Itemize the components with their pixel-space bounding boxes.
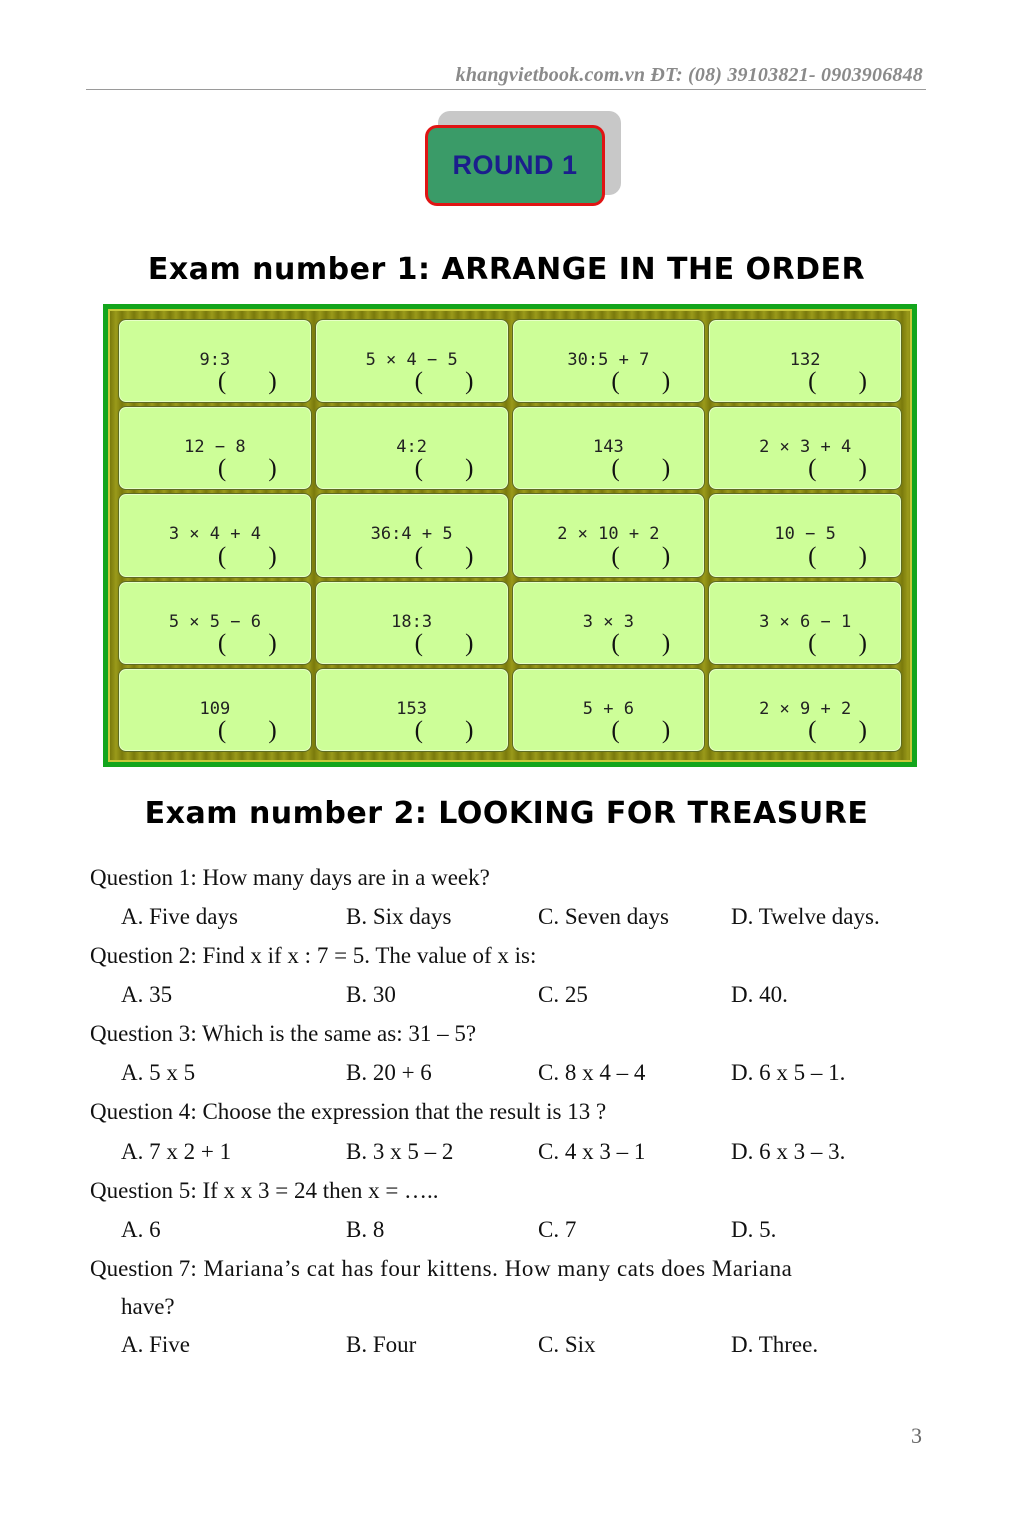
answer-option[interactable]: D. Three. [731,1332,819,1357]
answer-option[interactable]: A. Five [121,1332,190,1357]
question-body: : Choose the expression that the result is 13 ? [190,1099,607,1124]
answer-blank[interactable]: ( ) [611,716,689,744]
answer-option[interactable]: D. Twelve days. [731,904,880,929]
question-label: Question 4 [90,1099,191,1124]
cell-grid [118,319,902,752]
cell-expression: 109 [199,698,231,719]
answer-option[interactable]: C. Seven days [538,904,669,929]
answer-blank[interactable]: ( ) [217,455,295,483]
answer-option[interactable]: D. 40. [731,982,788,1007]
order-cell [708,406,902,490]
arrange-board [103,304,917,767]
question-label: Question 7 [90,1256,191,1281]
round-label: ROUND 1 [452,150,578,180]
order-cell [512,581,706,665]
answer-option[interactable]: C. 8 x 4 – 4 [538,1060,646,1085]
order-cell [118,581,312,665]
cell-expression: 4:2 [396,437,427,458]
order-cell [708,581,902,665]
answer-blank[interactable]: ( ) [414,716,492,744]
answer-option[interactable]: B. 20 + 6 [346,1060,432,1085]
answer-blank[interactable]: ( ) [217,716,295,744]
options-row [121,1139,941,1167]
order-cell [708,319,902,403]
question-text [90,1177,439,1205]
answer-option[interactable]: C. 4 x 3 – 1 [538,1139,646,1164]
question-body: : Find x if x : 7 = 5. The value of x is: [190,943,537,968]
order-cell [512,493,706,577]
order-cell [315,406,509,490]
answer-option[interactable]: D. 5. [731,1217,777,1242]
answer-option[interactable]: A. Five days [121,904,238,929]
question-label: Question 5 [90,1178,191,1203]
question-label: Question 1 [90,865,191,890]
exam1-title: Exam number 1: ARRANGE IN THE ORDER [147,252,866,287]
order-cell [708,493,902,577]
answer-option[interactable]: C. Six [538,1332,596,1357]
answer-option[interactable]: B. Four [346,1332,417,1357]
cell-expression: 36:4 + 5 [370,524,453,545]
question-label: Question 3 [90,1021,191,1046]
board-frame [108,309,912,762]
answer-blank[interactable]: ( ) [217,368,295,396]
order-cell [118,493,312,577]
order-cell [118,668,312,752]
cell-expression: 143 [593,437,624,458]
question-text [90,1098,606,1126]
options-row [121,1060,941,1088]
answer-blank[interactable]: ( ) [414,629,492,657]
order-cell [512,319,706,403]
options-row [121,982,941,1010]
answer-blank[interactable]: ( ) [808,455,885,483]
cell-expression: 3 × 3 [582,611,634,632]
options-row [121,1332,941,1360]
answer-option[interactable]: C. 7 [538,1217,577,1242]
cell-expression: 2 × 3 + 4 [759,437,852,458]
header-divider [86,89,926,90]
answer-option[interactable]: D. 6 x 3 – 3. [731,1139,846,1164]
answer-blank[interactable]: ( ) [217,542,295,570]
header-contact: khangvietbook.com.vn ĐT: (08) 39103821- 0903906848 [455,64,923,86]
exam2-title: Exam number 2: LOOKING FOR TREASURE [144,796,869,831]
answer-option[interactable]: B. 30 [346,982,396,1007]
question-label: Question 2 [90,943,191,968]
answer-option[interactable]: B. 3 x 5 – 2 [346,1139,454,1164]
answer-option[interactable]: A. 5 x 5 [121,1060,196,1085]
cell-expression: 10 − 5 [774,524,836,545]
answer-option[interactable]: A. 7 x 2 + 1 [121,1139,232,1164]
options-row [121,1217,941,1245]
answer-blank[interactable]: ( ) [414,455,492,483]
answer-blank[interactable]: ( ) [808,716,885,744]
order-cell [512,406,706,490]
answer-blank[interactable]: ( ) [808,368,885,396]
order-cell [315,319,509,403]
answer-blank[interactable]: ( ) [611,629,689,657]
question-body: : How many days are in a week? [190,865,490,890]
cell-expression: 2 × 9 + 2 [759,698,852,719]
question-body-continued: have? [121,1294,175,1319]
order-cell [512,668,706,752]
page-number: 3 [911,1423,922,1448]
cell-expression: 9:3 [199,350,231,370]
cell-expression: 18:3 [391,611,433,632]
question-body: : Mariana’s cat has four kittens. How many cats does Mariana [190,1256,793,1281]
answer-option[interactable]: A. 35 [121,982,173,1007]
cell-expression: 2 × 10 + 2 [557,524,660,545]
question-body: : Which is the same as: 31 – 5? [190,1021,477,1046]
answer-option[interactable]: C. 25 [538,982,588,1007]
answer-option[interactable]: D. 6 x 5 – 1. [731,1060,846,1085]
question-text [90,1020,476,1048]
cell-expression: 3 × 6 − 1 [759,611,852,632]
answer-blank[interactable]: ( ) [414,368,492,396]
answer-option[interactable]: B. Six days [346,904,452,929]
order-cell [315,581,509,665]
order-cell [118,406,312,490]
answer-blank[interactable]: ( ) [808,542,885,570]
cell-expression: 153 [396,698,427,719]
answer-blank[interactable]: ( ) [611,368,689,396]
cell-expression: 30:5 + 7 [567,350,650,370]
answer-blank[interactable]: ( ) [414,542,492,570]
answer-blank[interactable]: ( ) [611,455,689,483]
answer-option[interactable]: B. 8 [346,1217,385,1242]
cell-expression: 3 × 4 + 4 [168,524,261,545]
cell-expression: 5 + 6 [582,698,634,719]
answer-option[interactable]: A. 6 [121,1217,161,1242]
cell-expression: 12 − 8 [184,437,246,458]
order-cell [315,668,509,752]
answer-blank[interactable]: ( ) [808,629,885,657]
order-cell [708,668,902,752]
order-cell [118,319,312,403]
cell-expression: 5 × 4 − 5 [365,350,458,370]
round-badge [425,125,605,206]
question-text [90,942,536,970]
answer-blank[interactable]: ( ) [611,542,689,570]
question-text [90,864,490,892]
answer-blank[interactable]: ( ) [217,629,295,657]
cell-expression: 132 [789,350,821,370]
options-row [121,904,941,932]
question-text [90,1255,922,1321]
question-body: : If x x 3 = 24 then x = ….. [190,1178,439,1203]
order-cell [315,493,509,577]
cell-expression: 5 × 5 − 6 [168,611,261,632]
